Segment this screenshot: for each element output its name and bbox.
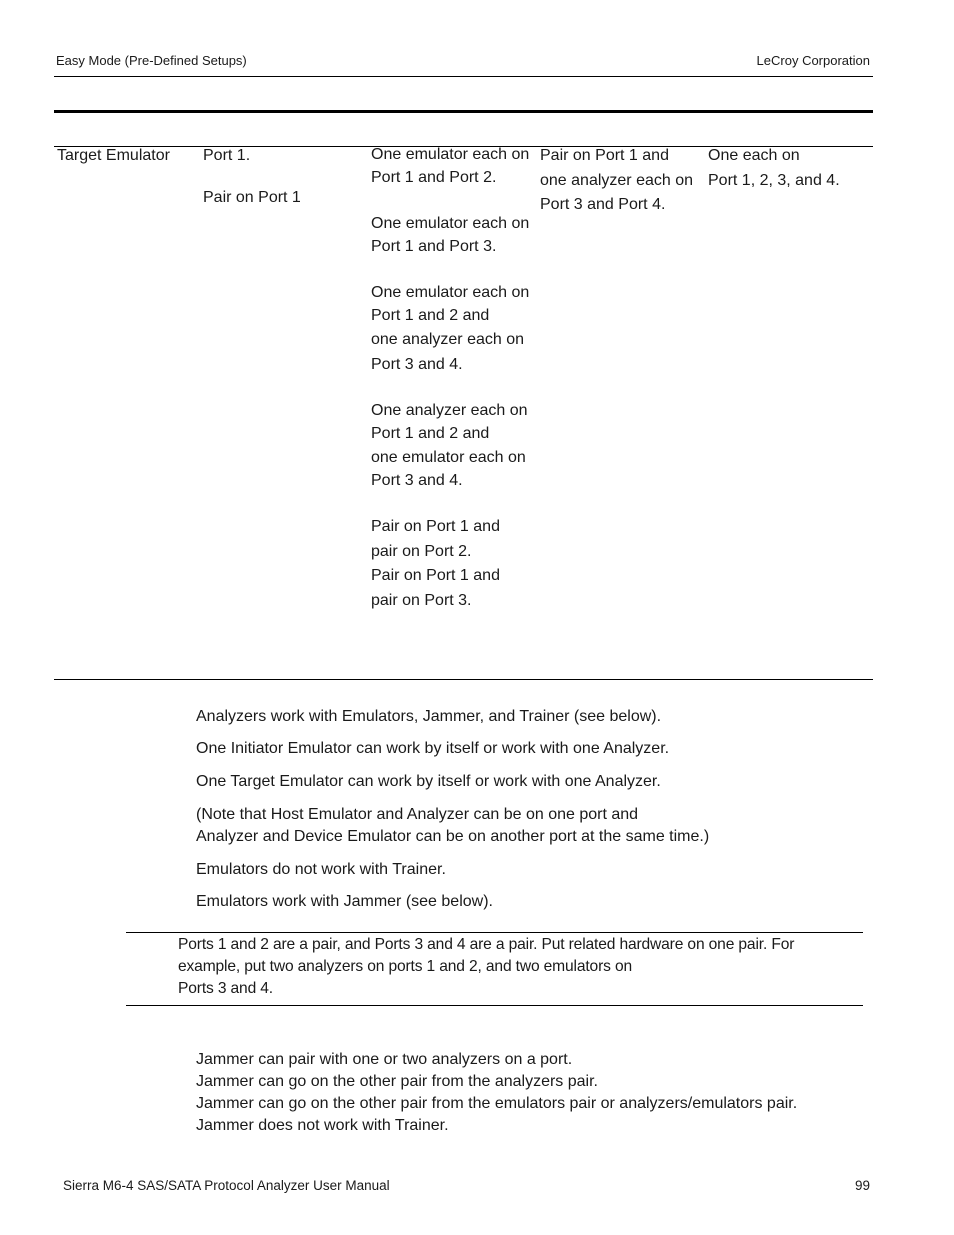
table-cell-port-options (203, 144, 301, 210)
table-row-label: Target Emulator (57, 147, 170, 164)
table-cell-three-port-option (540, 144, 693, 218)
note-box-top-border (126, 932, 863, 933)
cell-line: Pair on Port 1 and (540, 147, 669, 164)
note-box-line: Ports 3 and 4. (178, 980, 273, 997)
note-line: (Note that Host Emulator and Analyzer can be on one port and (196, 806, 639, 823)
note-box-bottom-border (126, 1005, 863, 1006)
table-bottom-border (54, 679, 873, 680)
cell-line: Pair on Port 1 and (371, 567, 500, 584)
cell-line: one analyzer each on (371, 331, 524, 348)
note-initiator-emulator: One Initiator Emulator can work by itself or work with one Analyzer. (196, 740, 670, 757)
jammer-note-line: Jammer can pair with one or two analyzers on a port. (196, 1051, 573, 1068)
cell-line: Port 3 and 4. (371, 355, 463, 373)
cell-line: Port 1. (203, 147, 251, 164)
cell-line: one emulator each on Port 3 and 4. (371, 449, 526, 489)
cell-line: One analyzer each on Port 1 and 2 and (371, 402, 528, 442)
note-host-device-emulator (196, 804, 709, 848)
note-box-line: Ports 1 and 2 are a pair, and Ports 3 and 4 are a pair. Put related hardware on one pair. For (178, 936, 795, 953)
jammer-note-line: Jammer can go on the other pair from the analyzers pair. (196, 1073, 598, 1090)
jammer-note-line: Jammer can go on the other pair from the emulators pair or analyzers/emulators pair. (196, 1095, 798, 1112)
section-divider (54, 110, 873, 113)
cell-line: one analyzer each on (540, 171, 693, 189)
note-emulators-jammer: Emulators work with Jammer (see below). (196, 893, 493, 910)
note-target-emulator: One Target Emulator can work by itself or work with one Analyzer. (196, 773, 661, 790)
cell-line: Port 1 and Port 2. (371, 168, 497, 186)
jammer-note-line: Jammer does not work with Trainer. (196, 1117, 449, 1134)
running-header-company: LeCroy Corporation (756, 53, 870, 68)
footer-manual-title: Sierra M6-4 SAS/SATA Protocol Analyzer User Manual (63, 1178, 390, 1193)
page-number: 99 (854, 1178, 870, 1193)
cell-line: Pair on Port 1 and (371, 518, 500, 535)
note-emulators-trainer: Emulators do not work with Trainer. (196, 861, 446, 878)
note-box (178, 934, 848, 1000)
note-line: Analyzer and Device Emulator can be on another port at the same time.) (196, 828, 710, 845)
running-header-title: Easy Mode (Pre-Defined Setups) (56, 53, 247, 68)
cell-line: Port 1, 2, 3, and 4. (708, 171, 840, 189)
jammer-notes (196, 1049, 797, 1137)
cell-line: Port 1 and Port 3. (371, 237, 497, 255)
cell-line: One emulator each on (371, 146, 530, 163)
cell-line: Pair on Port 1 (203, 188, 301, 206)
note-box-line: example, put two analyzers on ports 1 and 2, and two emulators on (178, 958, 632, 975)
table-cell-four-port-option (708, 144, 840, 193)
header-divider (54, 76, 873, 77)
note-analyzers: Analyzers work with Emulators, Jammer, and Trainer (see below). (196, 708, 662, 725)
cell-line: One each on (708, 147, 800, 164)
cell-line: One emulator each on (371, 215, 530, 232)
cell-line: pair on Port 2. (371, 542, 472, 560)
cell-line: Port 3 and Port 4. (540, 196, 666, 213)
cell-line: One emulator each on Port 1 and 2 and (371, 284, 530, 324)
cell-line: pair on Port 3. (371, 591, 472, 609)
table-cell-two-port-options (371, 144, 536, 612)
